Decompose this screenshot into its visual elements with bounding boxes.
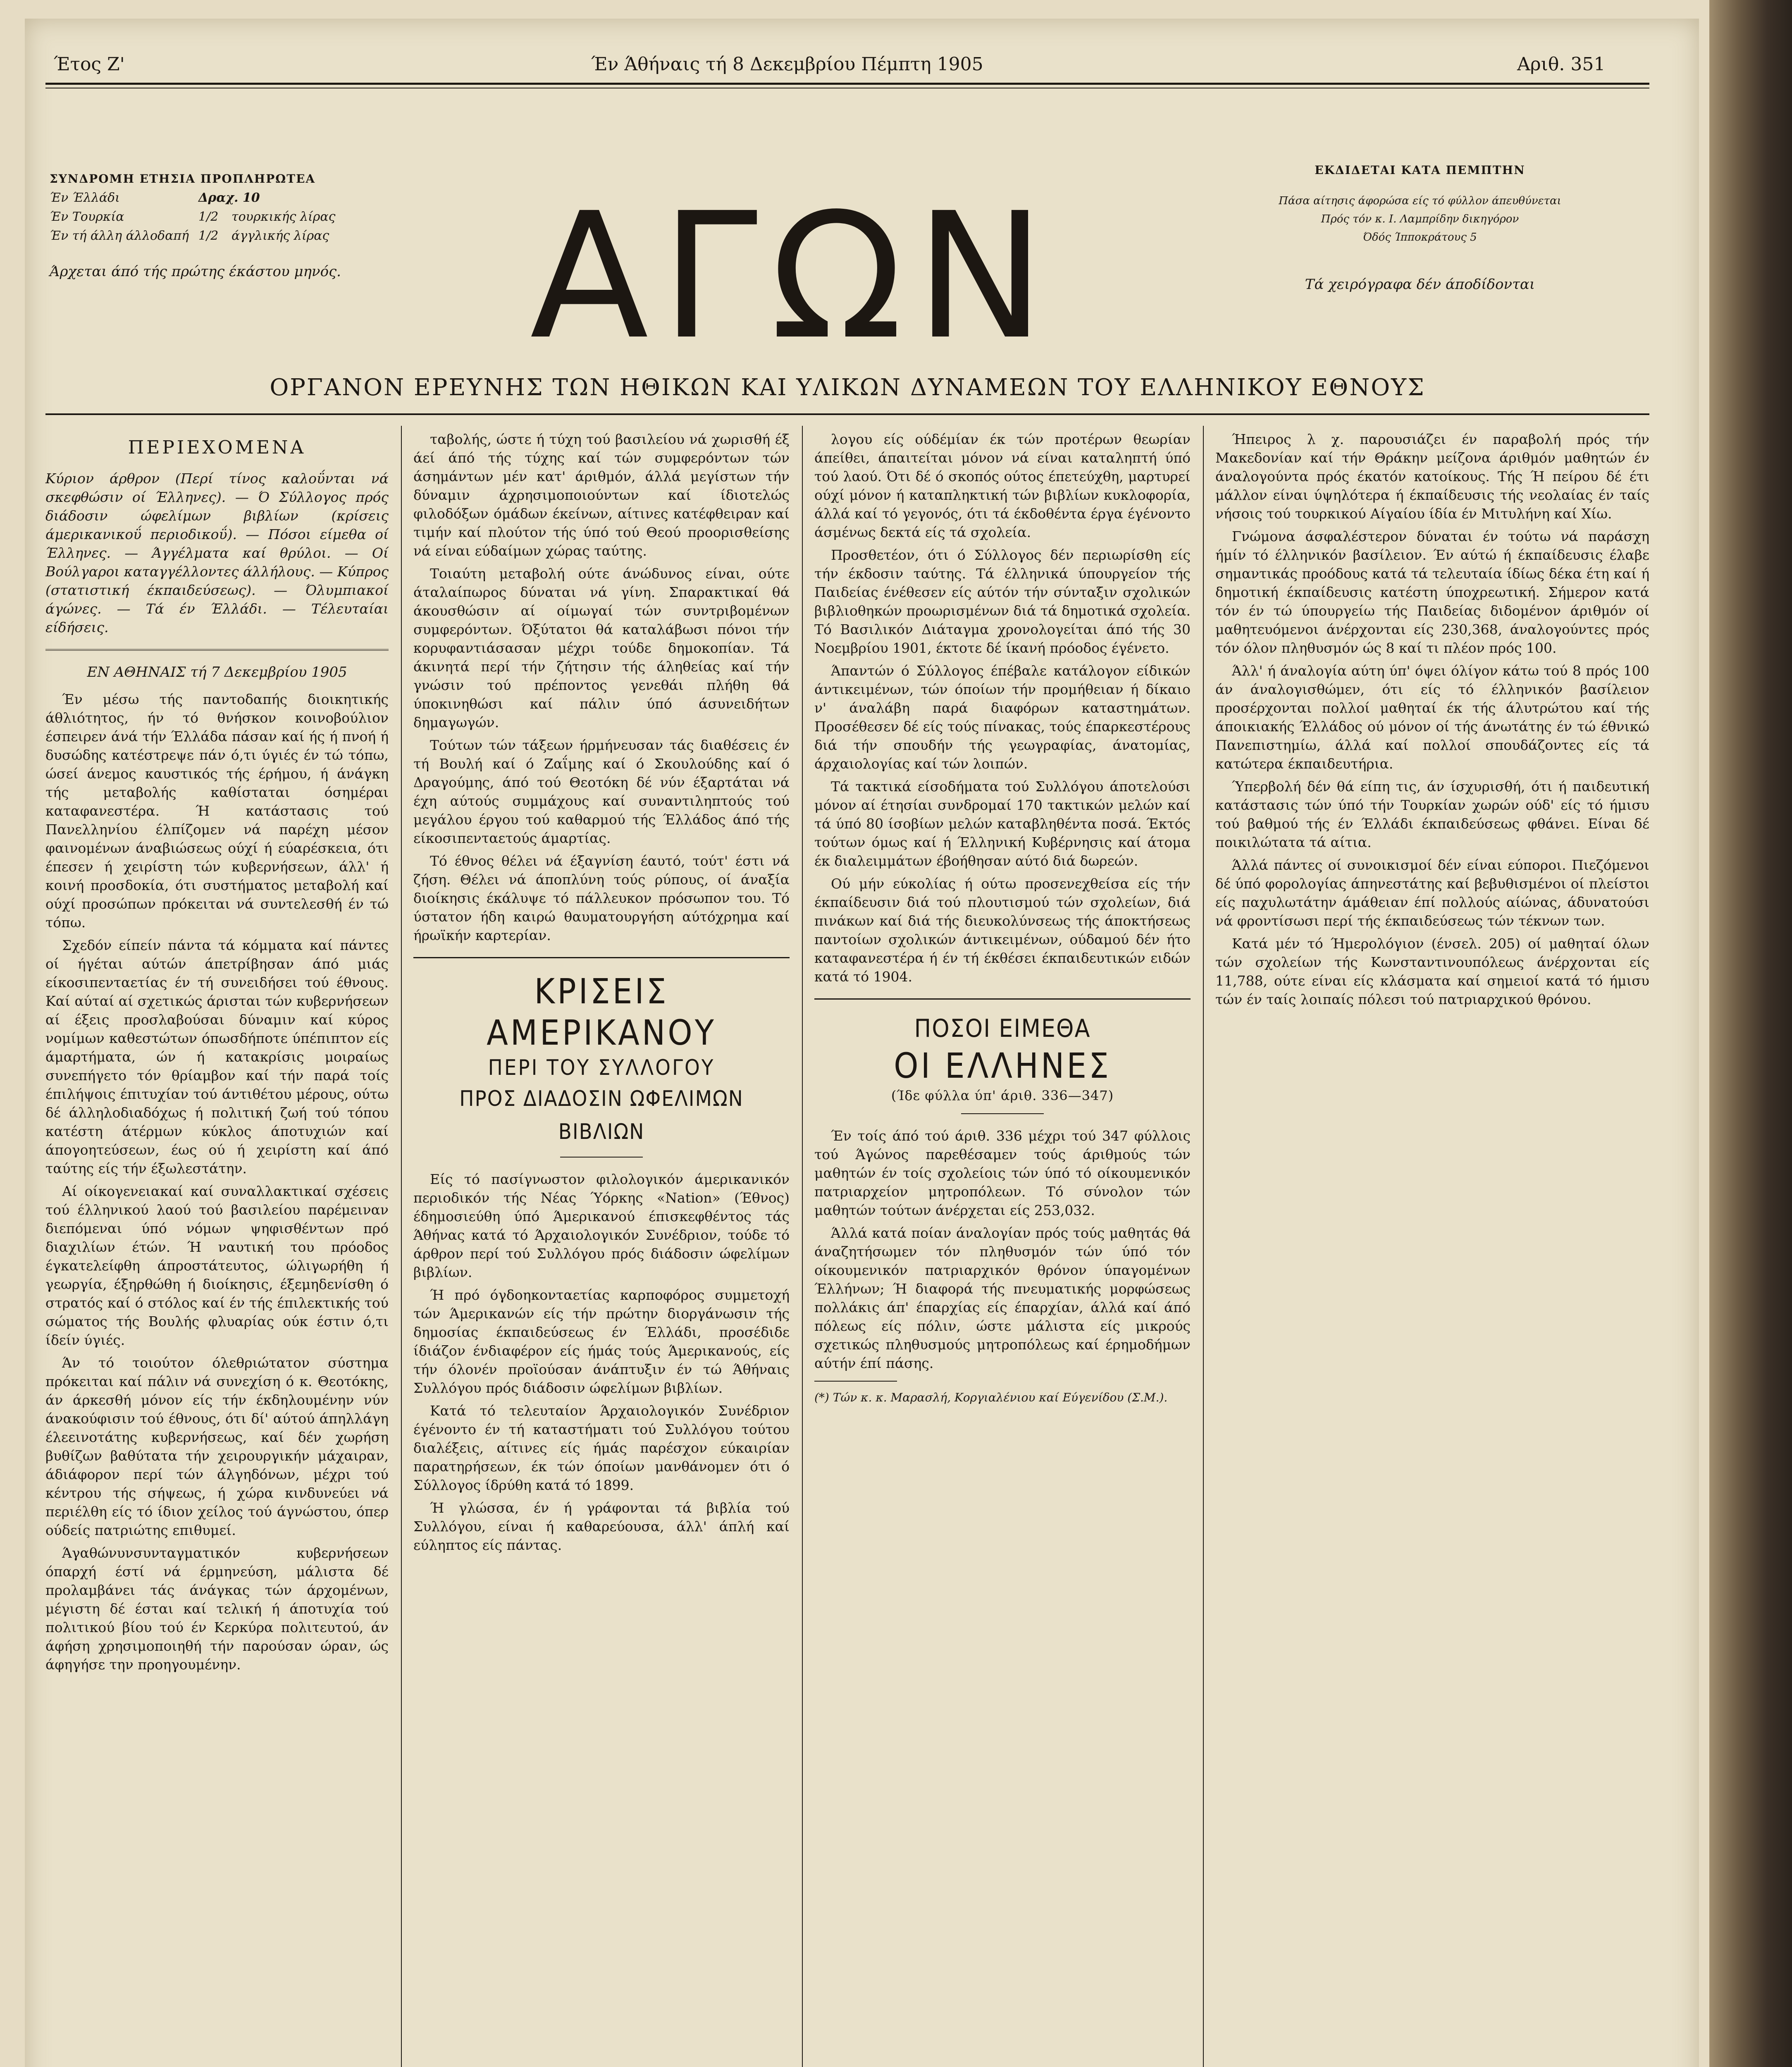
article-title: ΚΡΙΣΕΙΣ ΑΜΕΡΙΚΑΝΟΥ (487, 971, 716, 1053)
article-subtitle: ΟΙ ΕΛΛΗΝΕΣ (894, 1045, 1111, 1086)
subtitle-rule (45, 413, 1649, 415)
article-subtitle: ΠΡΟΣ ΔΙΑΔΟΣΙΝ ΩΦΕΛΙΜΩΝ ΒΙΒΛΙΩΝ (459, 1086, 744, 1144)
article-paragraph: Ήπειρος λ χ. παρουσιάζει έν παραβολή πρός τήν Μακεδονίαν καί τήν Θράκην μείζονα άριθμόν μαθητών έν άναλογούντα πρός έκατόν κατοίκους. Τής Ή πείρου δέ έτι μάλλον είναι ύψηλότερα ή έκπαίδευσις τής νεολαίας έν ταίς νήσοις τού τουρκικού Αίγαίου ίδία έν Μιτυλήνη καί Χίω. (1215, 431, 1649, 522)
column-1 (45, 430, 389, 1678)
book-binding-spine (1709, 0, 1792, 2067)
subscription-heading: ΣΥΝΔΡΟΜΗ ΕΤΗΣΙΑ ΠΡΟΠΛΗΡΩΤΕΑ (50, 172, 316, 186)
article-paragraph: Άγαθώνυνσυνταγματικόν κυβερνήσεων όπαρχή έστί νά έρμηνεύση, μάλιστα δέ προλαμβάνει τάς άνάγκας τών άρχομένων, μέγιστη δέ έσται καί τελική ή άποτυχία τού πολιτικού βίου τού έν Κερκύρα πολιτευτού, άν άφήση χρησιμοποιηθή τήν παρούσαν ώραν, ώς άφηγήσε την προηγουμένην. (45, 1545, 389, 1673)
article-paragraph: Κατά τό τελευταίον Άρχαιολογικόν Συνέδριον έγένοντο έν τή καταστήματι τού Συλλόγου τούτου διαλέξεις, αίτινες είς ήμάς παρέσχον εύκαιρίαν παρατηρήσεων, έκ τών όποίων μανθάνομεν ότι ό Σύλλογος ίδρύθη κατά τό 1899. (413, 1403, 790, 1493)
article-title: ΠΟΣΟΙ ΕΙΜΕΘΑ (914, 1014, 1091, 1043)
article-paragraph: Άπαντών ό Σύλλογος έπέβαλε κατάλογον είδικών άντικειμένων, τών όποίων τήν προμήθειαν ή δίκαιο ν' άναλάβη παρά διαφόρων καταστημάτων. Προσέθεσεν δέ είς τούς πίνακας, τούς έπαρκεστέρους διά τήν σπουδήν τής γεωγραφίας, άνατομίας, άρχαιολογίας καί τών λοιπών. (814, 663, 1191, 772)
article-paragraph: λογου είς ούδέμίαν έκ τών προτέρων θεωρίαν άπείθει, άπαιτείται μόνον νά είναι καταληπτή ύπό τού λαού. Ότι δέ ό σκοπός ούτος έπετεύχθη, μαρτυρεί ούχί μόνον ή καταπληκτική τών βιβλίων κυκλοφορία, άλλά καί τό γεγονός, ότι τά έκδοθέντα έργα έγένοντο άσμένως δεκτά είς τά σχολεία. (814, 431, 1191, 540)
article-paragraph: Άλλ' ή άναλογία αύτη ύπ' όψει όλίγον κάτω τού 8 πρός 100 άν άναλογισθώμεν, ότι είς τό έλληνικόν βασίλειον προσέρχονται πολλοί μαθηταί έκ τής άλυτρώτου καί τής άποικιακής Έλλάδος ού μόνον οί τής άνωτάτης έν τώ έθνικώ Πανεπιστημίω, άλλά καί πολλοί σπουδάζοντες είς τά κατώτερα έκπαιδευτήρια. (1215, 663, 1649, 772)
section-divider (814, 998, 1191, 1000)
column-3 (814, 430, 1191, 1406)
column-2 (413, 430, 790, 1559)
year-label: Έτος Ζ' (54, 54, 125, 75)
header-rule (45, 83, 1649, 85)
article-paragraph: Ή πρό όγδοηκονταετίας καρποφόρος συμμετοχή τών Άμερικανών είς τήν πρώτην διοργάνωσιν τής δημοσίας έκπαιδεύσεως έν Έλλάδι, προσέδιδε ίδιάζον ένδιαφέρον είς ήμάς τούς Άμερικανούς, είς τήν όλονέν προϊούσαν άνάπτυξιν έν τώ Άθήναις Συλλόγου πρός διάδοσιν ώφελίμων βιβλίων. (413, 1287, 790, 1396)
subscription-box (50, 169, 422, 281)
article-paragraph: Τοιαύτη μεταβολή ούτε άνώδυνος είναι, ούτε άταλαίπωρος δύναται νά γίνη. Σπαρακτικαί θά άκουσθώσιν αί οίμωγαί τών συντριβομένων συμφερόντων. Όξύτατοι θά καταλάβωσι πόνοι τήν κορυφαντιάσασαν μέχρι τούδε δημοκοπίαν. Τά άκινητά περί τήν ζήτησιν τής άληθείας καί τήν γνώσιν τού πρέποντος γενεθάι πλήθη θά ύποκινηθώσι καί πάλιν ύπό άσυνειδήτων δημαγωγών. (413, 566, 790, 730)
article-paragraph: Ύπερβολή δέν θά είπη τις, άν ίσχυρισθή, ότι ή παιδευτική κατάστασις τών ύπό τήν Τουρκίαν χωρών ούδ' είς τό ήμισυ τού βαθμού τής έν Έλλάδι έκπαιδεύσεως φθάνει. Είναι δέ ποικιλώτατα τά αίτια. (1215, 778, 1649, 850)
article-paragraph: Είς τό πασίγνωστον φιλολογικόν άμερικανικόν περιοδικόν τής Νέας Ύόρκης «Nation» (Έθνος) έδημοσιεύθη ύπό Άμερικανού έπισκεφθέντος τάς Άθήνας κατά τό Άρχαιολογικόν Συνέδριον, τούδε τό άρθρον περί τού Συλλόγου πρός διάδοσιν ώφελίμων βιβλίων. (413, 1171, 790, 1280)
contents-list: Κύριον άρθρον (Περί τίνος καλοΰνται νά σκεφθώσιν οί Έλληνες). — Ό Σύλλογος πρός διάδοσιν ώφελίμων βιβλίων (κρίσεις άμερικανικοΰ περιοδικοΰ). — Πόσοι είμεθα οί Έλληνες. — Άγγέλματα καί θρύλοι. — Οί Βούλγαροι καταγγέλλοντες άλλήλους. — Κύπρος (στατιστική έκπαιδεύσεως). — Όλυμπιακοί άγώνες. — Τά έν Έλλάδι. — Τέλευταίαι είδήσεις. (45, 470, 389, 635)
column-divider (1203, 426, 1204, 2067)
subscription-row: Έν Έλλάδι Δραχ. 10 (50, 191, 260, 205)
contents-divider (45, 649, 389, 651)
article-paragraph: Σχεδόν είπείν πάντα τά κόμματα καί πάντες οί ήγέται αύτών άπετρίβησαν άπό μιάς είκοσιπενταετίας έν τή συνειδήσει τού έθνους. Καί αύταί αί σχετικώς άρισται τών κυβερνήσεων αί έξεις προσλαβούσαι δύναμιν καί κύρος νομίμων καθεστώτων όπωσδήποτε ύπέπιπτον είς άμαρτήματα, ών ή κατακρίσις μοιραίως συνεπήγετο τόν θρίαμβον καί τήν παρά τοίς έπιλήψοις έπιτυχίαν τού άντιθέτου μέρους, ούτω δέ άλληλοδιαδόχως ή πολιτική ζωή τού τόπου κατέστη άτέρμων κύκλος άποτυχιών καί άπογοητεύσεων, έως ού ή χειρίστη καί άπό ταύτης είς τήν έξωλεστάτην. (45, 937, 389, 1177)
subscription-row: Έν Τουρκία 1/2 τουρκικής λίρας (50, 210, 336, 224)
article-paragraph: Άν τό τοιούτον όλεθριώτατον σύστημα πρόκειται καί πάλιν νά συνεχίση ό κ. Θεοτόκης, άν άρκεσθή μόνον είς τήν έκδηλουμένην νύν άνακούφισιν τού έθνους, ότι δί' αύτού άπηλλάγη έλεεινοτάτης κυβερνήσεως, καί δέν χωρήση βυθίζων βαθύτατα τήν χειρουργικήν μάχαιραν, άδιάφορον περί τών άλγηδόνων, μέχρι τού κέντρου τής σήψεως, ή χώρα κινδυνεύει νά περιέλθη είς τό ίδιον χείλος τού άγνώστου, όπερ ούδείς πατριώτης επιθυμεί. (45, 1355, 389, 1538)
article-paragraph: Κατά μέν τό Ήμερολόγιον (ένσελ. 205) οί μαθηταί όλων τών σχολείων τής Κωνσταντινουπόλεως άνέρχονται είς 11,788, ούτε είναι είς κλάσματα καί σημειοί κατά τό ήμισυ τών έν ταίς λοιπαίς πόλεσι τού πατριαρχικού θρόνου. (1215, 936, 1649, 1007)
article-paragraph: Τό έθνος θέλει νά έξαγνίση έαυτό, τούτ' έστι νά ζήση. Θέλει νά άποπλύνη τούς ρύπους, οί άναξία διοίκησις έκάλυψε τό πάλλευκον πρόσωπον του. Τό ύστατον ήδη καιρώ θαυματουργήση αύτόχρημα καί ήρωϊκήν καρτερίαν. (413, 853, 790, 943)
section-divider (413, 957, 790, 958)
issue-number: Αριθ. 351 (1517, 54, 1606, 75)
newspaper-subtitle: ΟΡΓΑΝΟΝ ΕΡΕΥΝΗΣ ΤΩΝ ΗΘΙΚΩΝ ΚΑΙ ΥΛΙΚΩΝ ΔΥΝΑΜΕΩΝ ΤΟΥ ΕΛΛΗΝΙΚΟΥ ΕΘΝΟΥΣ (270, 374, 1425, 401)
article-paragraph: Τούτων τών τάξεων ήρμήνευσαν τάς διαθέσεις έν τή Βουλή καί ό Ζαΐμης καί ό Σκουλούδης καί ό Δραγούμης, άπό τού Θεοτόκη δέ νύν έξαρτάται νά έχη αύτούς συμμάχους καί συναντιληπτούς τού μεγάλου έργου τού καθαρμού τής Έλλάδος άπό τής είκοσιπενταετούς άμαρτίας. (413, 737, 790, 846)
article-paragraph: Αί οίκογενειακαί καί συναλλακτικαί σχέσεις τού έλληνικού λαού τού βασιλείου παρέμειναν διεπόμεναι ύπό νόμων ψηφισθέντων πρό διαχιλίων έτών. Ή ναυτική του πρόοδος έγκατελείφθη άπροστάτευτος, ώλιγωρήθη ή γεωργία, έξηρθώθη ή διοίκησις, έξεμηδενίσθη ό στρατός καί ό στόλος καί έν τής έπιλεκτικής τού σώματος τής Βουλής φλυαρίας ούκ έστιν ό,τι ίδείν ύγιές. (45, 1183, 389, 1348)
column-4 (1215, 430, 1649, 1013)
article-paragraph: Τά τακτικά είσοδήματα τού Συλλόγου άποτελούσι μόνον αί έτησίαι συνδρομαί 170 τακτικών μελών καί τά ύπό 80 ίσοβίων μελών καταβληθέντα ποσά. Έκτός τούτων όμως καί ή Έλληνική Κυβέρνησις καί άτομα έκ διαλειμμάτων έβοήθησαν αύτό διά δωρεών. (814, 778, 1191, 869)
article-paragraph: Προσθετέον, ότι ό Σύλλογος δέν περιωρίσθη είς τήν έκδοσιν ταύτης. Τά έλληνικά ύπουργείον τής Παιδείας ένέθεσεν είς αύτόν τήν σύνταξιν σχολικών βιβλιοθηκών προωρισμένων διά τά δημοτικά σχολεία. Τό Βασιλικόν Διάταγμα χρονολογείται άπό τής 30 Νοεμβρίου 1901, έκτοτε δέ ίκανή πρόοδος έγένετο. (814, 547, 1191, 656)
footnote-rule (814, 1381, 897, 1382)
article-paragraph: Γνώμονα άσφαλέστερον δύναται έν τούτω νά παράσχη ήμίν τό έλληνικόν βασίλειον. Έν αύτώ ή έκπαίδευσις έλαβε σημαντικάς προόδους κατά τά τελευταία ίδίως δέκα έτη καί ή δημοτική έκπαίδευσις κατέστη ύποχρεωτική. Σήμερον κατά τόν έν τώ ύπουργείω τής Παιδείας διδομένον άριθμόν οί μαθητευόμενοι άνέρχονται είς 230,368, άναλογούντες πρός τόν όλον πληθυσμόν ώς 8 καί τι πλέον πρός 100. (1215, 528, 1649, 656)
title-rule (961, 1113, 1044, 1114)
article-dateline: ΕΝ ΑΘΗΝΑΙΣ τή 7 Δεκεμβρίου 1905 (87, 664, 347, 680)
publication-frequency: ΕΚΔΙΔΕΤΑΙ ΚΑΤΑ ΠΕΜΠΤΗΝ (1315, 163, 1525, 177)
article-subtitle: ΠΕΡΙ ΤΟΥ ΣΥΛΛΟΓΟΥ (488, 1055, 715, 1080)
column-divider (401, 426, 402, 2067)
subscription-row: Έν τή άλλη άλλοδαπή 1/2 άγγλικής λίρας (50, 229, 329, 243)
publisher-box: ΕΚΔΙΔΕΤΑΙ ΚΑΤΑ ΠΕΜΠΤΗΝ Πάσα αίτησις άφορώσα είς τό φύλλον άπευθύνεται Πρός τόν κ. Ι. Λαμπρίδην δικηγόρον Όδός Ίπποκράτους 5 Τά χειρόγραφα δέν άποδίδονται (1182, 161, 1658, 294)
manuscripts-note: Τά χειρόγραφα δέν άποδίδονται (1305, 276, 1535, 293)
title-rule (560, 1157, 643, 1158)
contents-title: ΠΕΡΙΕΧΟΜΕΝΑ (128, 437, 306, 458)
article-reference: (Ίδε φύλλα ύπ' άριθ. 336—347) (891, 1088, 1114, 1103)
subscription-note: Άρχεται άπό τής πρώτης έκάστου μηνός. (50, 263, 341, 280)
article-paragraph: Ή γλώσσα, έν ή γράφονται τά βιβλία τού Συλλόγου, είναι ή καθαρεύουσα, άλλ' άπλή καί εύληπτος είς πάντας. (413, 1500, 790, 1553)
article-paragraph: Έν τοίς άπό τού άριθ. 336 μέχρι τού 347 φύλλοις τού Άγώνος παρεθέσαμεν τούς άριθμούς τών μαθητών έν τοίς σχολείοις τών ύπό τό οίκουμενικόν πατριαρχείον μητροπόλεων. Τό σύνολον τών μαθητών τούτων άνέρχεται είς 253,032. (814, 1128, 1191, 1218)
article-paragraph: Έν μέσω τής παντοδαπής διοικητικής άθλιότητος, ήν τό θνήσκον κοινοβούλιον έσπειρεν άνά τήν Έλλάδα πάσαν καί ής ή πνοή ή δυσώδης κατέστρεψε πάν ό,τι ύγιές έν τώ τόπω, ώσεί άνεμος καυστικός τής έρήμου, ή άνάγκη τής μεταβολής καθίσταται όσημέραι καταφανεστέρα. Ή κατάστασις τού Πανελληνίου έλπίζομεν νά παρέχη μέσον φαινομένων άναβιώσεως ούχί ή εύαρέσκεια, ότι έπεσεν ή χειρίστη τών κυβερνήσεων, άλλ' ή κοινή προσδοκία, ότι συστήματος μεταβολή καί ούχί προσώπων πρόκειται νά συντελεσθή έν τώ τόπω. (45, 691, 389, 931)
newspaper-logo: ΑΓΩΝ (530, 176, 1058, 378)
column-divider (802, 426, 803, 2067)
article-paragraph: Άλλά κατά ποίαν άναλογίαν πρός τούς μαθητάς θά άναζητήσωμεν τόν πληθυσμόν τών ύπό τόν οίκουμενικόν πατριαρχικόν θρόνον ύπαγομένων Έλλήνων; Ή διαφορά τής πνευματικής μορφώσεως πολλάκις άπ' έπαρχίας είς έπαρχίαν, άλλά καί άπό πόλεως είς πόλιν, ώστε μάλιστα είς μικρούς σχετικώς πληθυσμούς μητροπόλεως καί έρημοδήμων αύτήν έπί πάσης. (814, 1225, 1191, 1371)
article-paragraph: Άλλά πάντες οί συνοικισμοί δέν είναι εύποροι. Πιεζόμενοι δέ ύπό φορολογίας άπηνεστάτης καί βεβυθισμένοι οί πλείστοι είς παχυλωτάτην άμάθειαν έπί πολλούς αίώνας, άδυνατούσι νά φροντίσωσι περί τής έκπαιδεύσεως τών τέκνων των. (1215, 857, 1649, 929)
article-paragraph: Ού μήν εύκολίας ή ούτω προσενεχθείσα είς τήν έκπαίδευσιν διά τού πλουτισμού τών σχολείων, διά πινάκων καί διά τής διευκολύνσεως τής άποκτήσεως παντοίων σχολικών άντικειμένων, ούδαμού δέν ήτο καταφανεστέρα ή έν τή έκθέσει έκπαιδευτικών ειδών κατά τό 1904. (814, 876, 1191, 985)
footnote: (*) Τών κ. κ. Μαρασλή, Κοργιαλένιου καί Εύγενίδου (Σ.Μ.). (814, 1391, 1168, 1404)
article-paragraph: ταβολής, ώστε ή τύχη τού βασιλείου νά χωρισθή έξ άεί άπό τής τύχης καί τών συμφερόντων τών άσημάντων μέν κατ' άριθμόν, άλλά μεγίστων τήν δύναμιν άχρησιμοποιούντων καί ίδιοτελώς φιλοδόξων όμάδων έκείνων, αίτινες κατέφθειραν καί τιμήν καί πλούτον τής ύπό τού Θεού προορισθείσης νά είναι εύδαίμων χώρας ταύτης. (413, 431, 790, 559)
date-line: Έν Άθήναις τή 8 Δεκεμβρίου Πέμπτη 1905 (591, 54, 983, 75)
